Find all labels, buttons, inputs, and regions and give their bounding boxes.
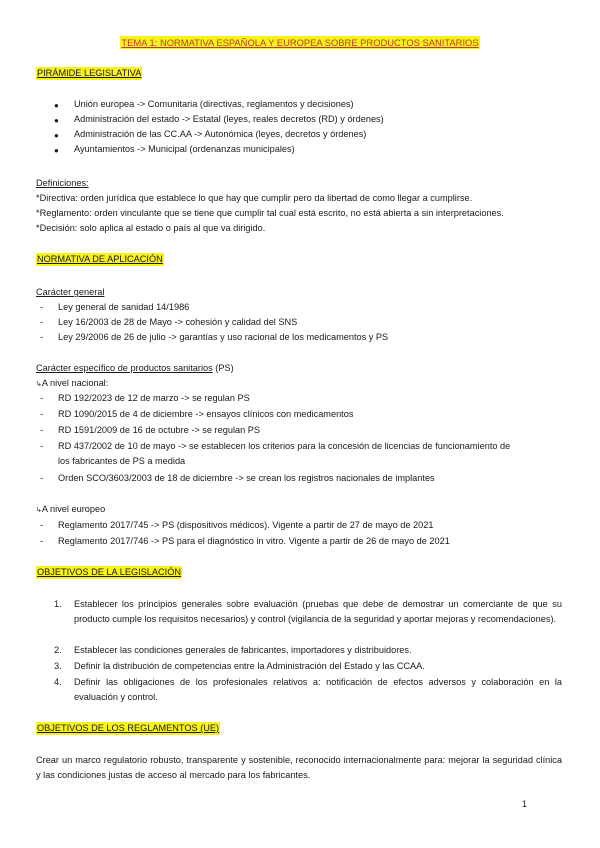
list-item: RD 192/2023 de 12 de marzo -> se regulan PS	[58, 393, 250, 403]
list-item: Ley 29/2006 de 26 de julio -> garantías y uso racional de los medicamentos y PS	[58, 332, 389, 342]
definition-item: *Decisión: solo aplica al estado o país al que va dirigido.	[36, 223, 266, 233]
dash-icon: -	[40, 332, 44, 342]
list-item: Orden SCO/3603/2003 de 18 de diciembre -> se crean los registros nacionales de implantes	[58, 473, 435, 483]
return-arrow-icon: ↳	[36, 381, 42, 388]
subheading-general: Carácter general	[36, 287, 105, 297]
list-number: 2.	[54, 645, 62, 655]
section-heading-piramide: PIRÁMIDE LEGISLATIVA	[37, 68, 142, 78]
document-title: TEMA 1: NORMATIVA ESPAÑOLA Y EUROPEA SOBRE PRODUCTOS SANITARIOS	[121, 37, 479, 48]
numbered-item: Establecer los principios generales sobre evaluación (pruebas que debe de demostrar un comerciante de que su producto cumple los requisitos necesarios) y control (vigilancia de la seguridad y aportar mejoras y recomendaciones).	[74, 599, 562, 624]
list-number: 3.	[54, 661, 62, 671]
dash-icon: -	[40, 425, 44, 435]
dash-icon: -	[40, 520, 44, 530]
subheading-especifico	[36, 361, 234, 376]
list-item: Reglamento 2017/746 -> PS para el diagnóstico in vitro. Vigente a partir de 26 de mayo de 2021	[58, 536, 450, 546]
list-item: RD 1090/2015 de 4 de diciembre -> ensayos clínicos con medicamentos	[58, 409, 354, 419]
list-item-continuation: los fabricantes de PS a medida	[58, 456, 186, 466]
bullet-icon: ●	[54, 131, 59, 140]
dash-icon: -	[40, 441, 44, 451]
list-number: 1.	[54, 599, 62, 609]
section-heading-objetivos-reglamentos: OBJETIVOS DE LOS REGLAMENTOS (UE)	[37, 723, 220, 733]
list-item: RD 437/2002 de 10 de mayo -> se establecen los criterios para la concesión de licencias de funcionamiento de	[58, 441, 511, 451]
nacional-label: A nivel nacional:	[41, 378, 109, 388]
list-number: 4.	[54, 677, 62, 687]
section-heading-objetivos-legislacion: OBJETIVOS DE LA LEGISLACIÓN	[37, 567, 181, 577]
return-arrow-icon: ↳	[36, 507, 42, 514]
bullet-icon: ●	[54, 101, 59, 110]
definition-item: *Directiva: orden jurídica que establece lo que hay que cumplir pero da libertad de como llegar a cumplirse.	[36, 193, 473, 203]
section-heading-normativa: NORMATIVA DE APLICACIÓN	[37, 254, 163, 264]
europeo-label-line	[36, 502, 105, 518]
numbered-item: Definir la distribución de competencias entre la Administración del Estado y las CCAA.	[74, 661, 425, 671]
subheading-especifico-suffix: (PS)	[212, 363, 234, 373]
dash-icon: -	[40, 302, 44, 312]
europeo-label: A nivel europeo	[41, 504, 106, 514]
list-item: Ayuntamientos -> Municipal (ordenanzas municipales)	[74, 144, 295, 154]
page-number: 1	[522, 799, 528, 809]
list-item: Administración de las CC.AA -> Autonómica (leyes, decretos y órdenes)	[74, 129, 367, 139]
dash-icon: -	[40, 473, 44, 483]
numbered-item: Definir las obligaciones de los profesionales relativos a: notificación de efectos adversos y colaboración en la evaluación y control.	[74, 677, 562, 702]
title-wrap	[0, 36, 600, 51]
list-item: RD 1591/2009 de 16 de octubre -> se regulan PS	[58, 425, 261, 435]
definitions-heading: Definiciones:	[36, 178, 89, 188]
paragraph: Crear un marco regulatorio robusto, transparente y sostenible, reconocido internacionalmente para: mejorar la seguridad clínica y las condiciones justas de acceso al mercado para los fabricantes.	[36, 755, 562, 780]
dash-icon: -	[40, 317, 44, 327]
list-item: Unión europea -> Comunitaria (directivas, reglamentos y decisiones)	[74, 99, 354, 109]
list-item: Administración del estado -> Estatal (leyes, reales decretos (RD) y órdenes)	[74, 114, 384, 124]
bullet-icon: ●	[54, 146, 59, 155]
definition-item: *Reglamento: orden vinculante que se tiene que cumplir tal cual está escrito, no está abierta a sin interpretaciones.	[36, 208, 504, 218]
dash-icon: -	[40, 393, 44, 403]
dash-icon: -	[40, 409, 44, 419]
bullet-icon: ●	[54, 116, 59, 125]
dash-icon: -	[40, 536, 44, 546]
list-item: Reglamento 2017/745 -> PS (dispositivos médicos). Vigente a partir de 27 de mayo de 2021	[58, 520, 434, 530]
subheading-especifico-text: Carácter específico de productos sanitarios	[36, 363, 213, 373]
list-item: Ley general de sanidad 14/1986	[58, 302, 190, 312]
list-item: Ley 16/2003 de 28 de Mayo -> cohesión y calidad del SNS	[58, 317, 298, 327]
numbered-item: Establecer las condiciones generales de fabricantes, importadores y distribuidores.	[74, 645, 412, 655]
nacional-label-line	[36, 376, 108, 392]
